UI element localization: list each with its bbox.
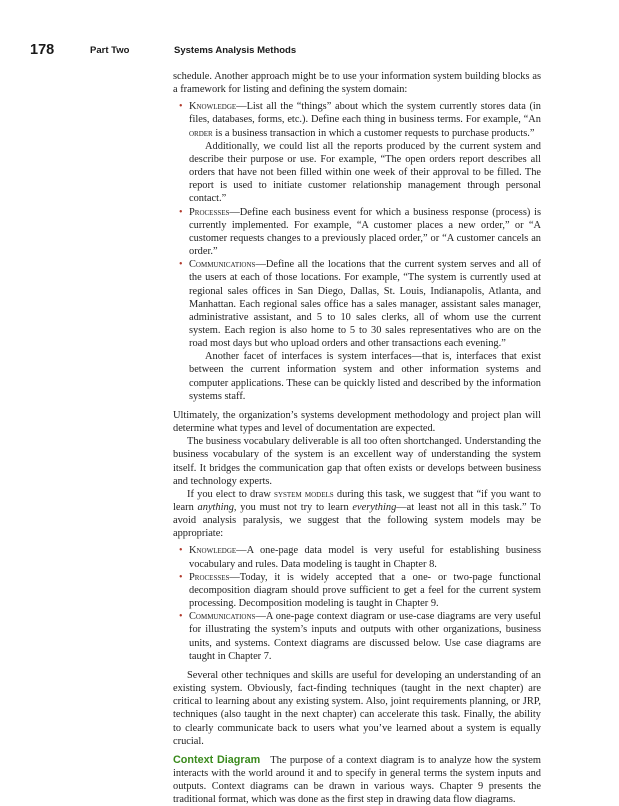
- knowledge-text-a: —List all the “things” about which the system currently stores data (in files, databases, forms, etc.). Define each thing in business terms. For example, “An: [189, 101, 541, 126]
- everything-emphasis: everything: [352, 502, 397, 513]
- models-text-d: —at least not all in this task.” To avoid analysis paralysis, we suggest that the following system models may be appropriate:: [173, 502, 541, 540]
- several-techniques-paragraph: Several other techniques and skills are useful for developing an understanding of an existing system. Obviously, fact-finding techniques (taught in the next chapter) are critical to learning about any existing system. Also, joint requirements planning, or JRP, techniques (also taught in the next chapter) can accelerate this task. Finally, the ability to clearly communicate back to users what you’ve learned about a system is equally crucial.: [173, 669, 541, 747]
- order-term: order: [189, 127, 213, 139]
- list-item-knowledge: [189, 100, 541, 205]
- ultimately-paragraph: Ultimately, the organization’s systems development methodology and project plan will determine what types and level of documentation are expected.: [173, 409, 541, 435]
- intro-paragraph: schedule. Another approach might be to use your information system building blocks as a framework for listing and defining the system domain:: [173, 71, 541, 96]
- list-item-processes: [189, 206, 541, 259]
- model-item-knowledge: [189, 544, 541, 570]
- models-text-c: you must not try to learn: [236, 502, 353, 513]
- anything-emphasis: anything,: [197, 502, 237, 513]
- list-item-communications: [189, 258, 541, 403]
- model-knowledge-text: —A one-page data model is very useful for establishing business vocabulary and rules. Data modeling is taught in Chapter 8.: [189, 545, 541, 570]
- communications-text: —Define all the locations that the current system serves and all of the users at each of those locations. For example, “The system is currently used at regional sales offices in San Diego, Dallas, St. Louis, Indianapolis, Atlanta, and Manhattan. Each regional sales office has a sales manager, assistant sales manager, administrative assistant, and 5 to 10 sales clerks, all of whom use the current system. Each region is also home to 5 to 30 sales representatives who are on the road most days but who upload orders and other transactions each evening.”: [189, 259, 541, 350]
- model-communications-text: —A one-page context diagram or use-case diagrams are very useful for illustrating the system’s inputs and outputs with other organizations, business units, and systems. Context diagrams are discussed below. Use case diagrams are taught in Chapter 7.: [189, 611, 541, 662]
- page-number: 178: [30, 42, 55, 58]
- context-diagram-paragraph: [173, 754, 541, 806]
- section-heading: Context Diagram: [173, 753, 261, 766]
- knowledge-text-b: is a business transaction in which a customer requests to purchase products.”: [212, 127, 535, 139]
- model-processes-term: Processes: [189, 571, 230, 583]
- processes-text: —Define each business event for which a business response (process) is currently implemented. For example, “A customer places a new order,” or “A customer requests changes to a previously placed order,” or “A customer cancels an order.”: [189, 206, 541, 258]
- chapter-title: Systems Analysis Methods: [174, 45, 297, 56]
- part-label: Part Two: [90, 45, 130, 56]
- model-item-processes: [189, 571, 541, 610]
- communications-term: Communications: [189, 259, 256, 271]
- communications-subparagraph: Another facet of interfaces is system interfaces—that is, interfaces that exist between the current information system and other information systems and computer applications. These can be quickly listed and described by the information systems staff.: [189, 351, 541, 402]
- building-blocks-list: [173, 100, 541, 403]
- system-models-paragraph: [173, 488, 541, 541]
- body-text: [173, 70, 541, 806]
- model-communications-term: Communications: [189, 611, 256, 623]
- system-models-list: [173, 544, 541, 662]
- model-processes-text: —Today, it is widely accepted that a one- or two-page functional decomposition diagram should prove sufficient to get a feel for the current system processing. Decomposition modeling is taught in Chapter 9.: [189, 571, 541, 610]
- model-knowledge-term: Knowledge: [189, 545, 237, 557]
- knowledge-subparagraph: Additionally, we could list all the reports produced by the current system and describe their purpose or use. For example, “The open orders report describes all orders that have not been filled within one week of their approval to be filled. The report is used to initiate customer relationship management through personal contact.”: [189, 140, 541, 205]
- model-item-communications: [189, 610, 541, 663]
- system-models-term: system models: [274, 488, 334, 500]
- models-text-a: If you elect to draw: [187, 488, 275, 500]
- processes-term: Processes: [189, 206, 230, 218]
- vocabulary-paragraph: The business vocabulary deliverable is all too often shortchanged. Understanding the business vocabulary of the system is an excellent way of understanding the system itself. It bridges the communication gap that often exists or develops between business and technology experts.: [173, 436, 541, 487]
- models-text-b: during this task, we suggest that “if you want to learn: [173, 488, 541, 513]
- context-diagram-text: The purpose of a context diagram is to analyze how the system interacts with the world around it and to specify in general terms the system inputs and outputs. Context diagrams can be drawn in various ways. Chapter 9 presents the traditional format, which was done as the first step in drawing data flow diagrams.: [173, 754, 541, 806]
- knowledge-term: Knowledge: [189, 101, 237, 113]
